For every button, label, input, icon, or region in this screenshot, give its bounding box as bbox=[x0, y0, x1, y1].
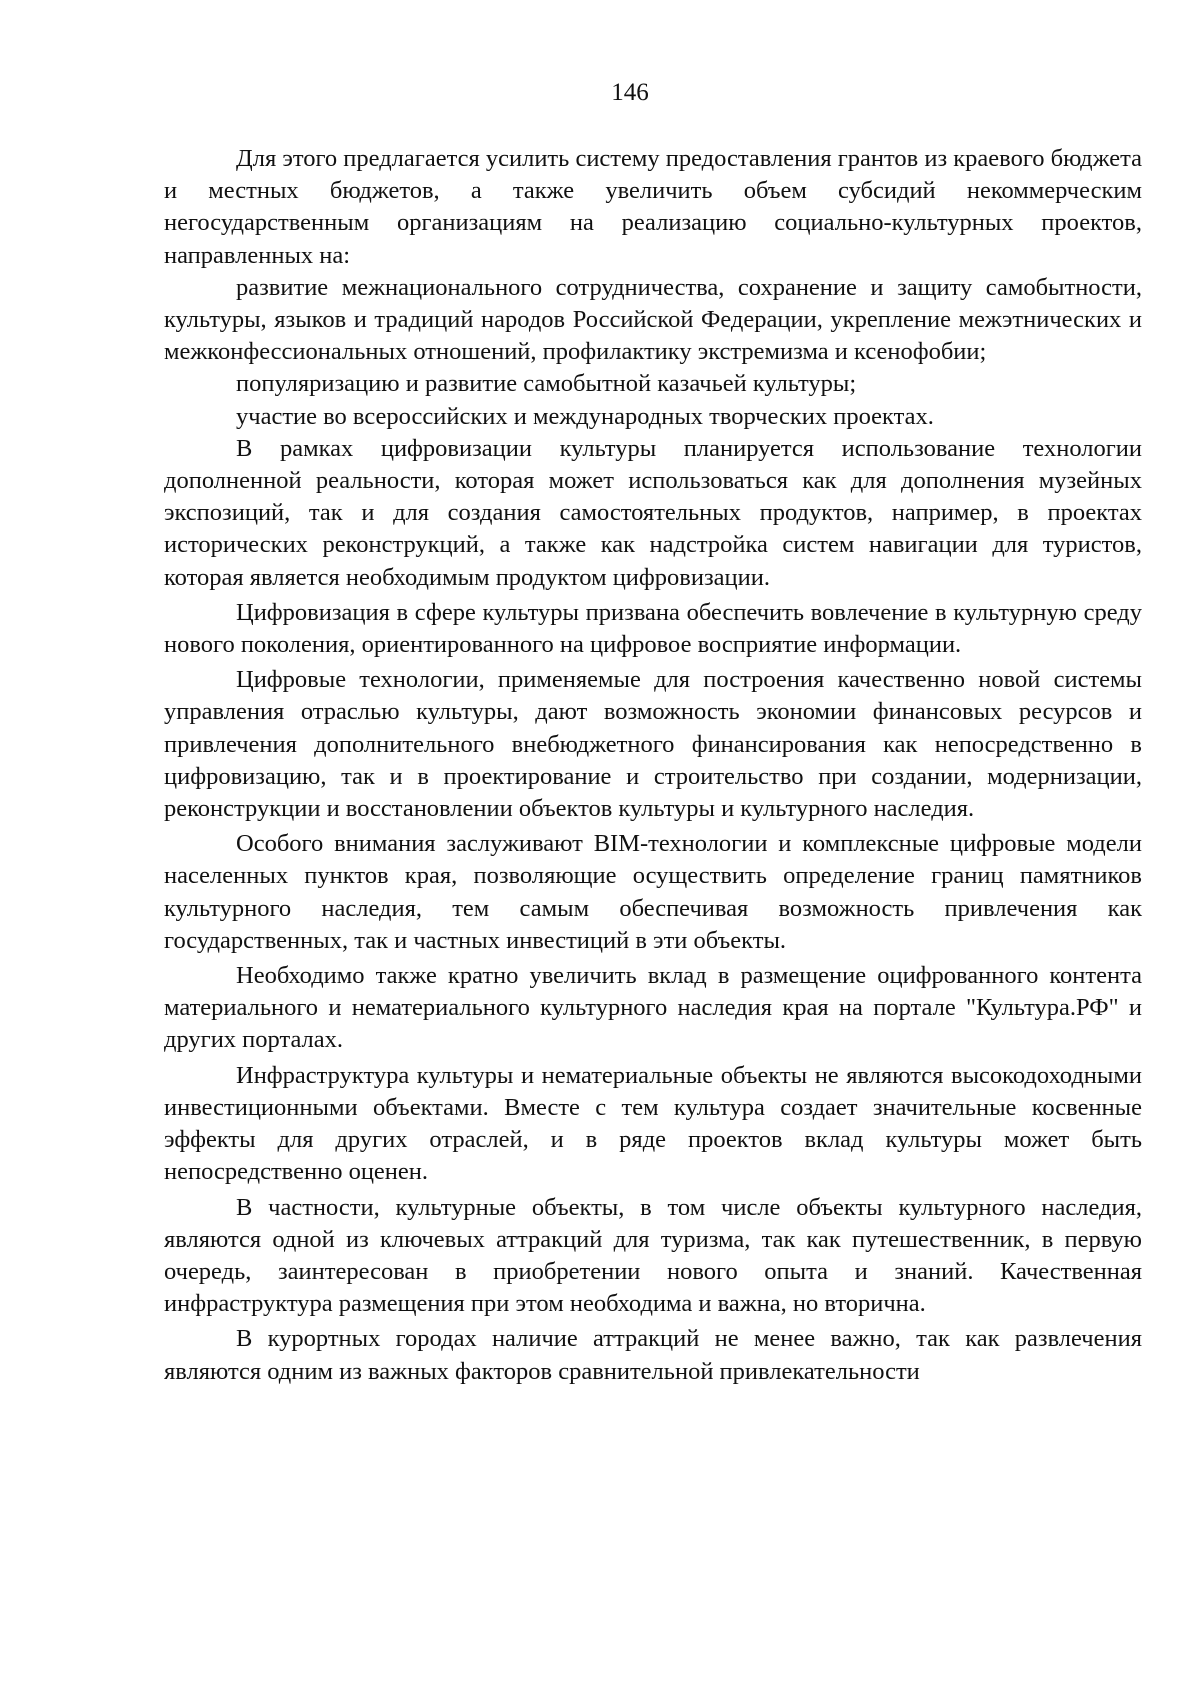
paragraph-tourism-attractions: В частности, культурные объекты, в том числе объекты культурного наследия, являются одной из ключевых аттракций для туризма, так как путешественник, в первую очередь, заинтересован в приобретении нового опыта и знаний. Качественная инфраструктура размещения при этом необходима и важна, но вторична. bbox=[164, 1193, 1142, 1318]
document-body bbox=[164, 143, 1142, 1388]
paragraph-digitalization-generation: Цифровизация в сфере культуры призвана обеспечить вовлечение в культурную среду нового поколения, ориентированного на цифровое восприятие информации. bbox=[164, 598, 1142, 659]
paragraph-bim-technologies: Особого внимания заслуживают BIM-технологии и комплексные цифровые модели населенных пунктов края, позволяющие осуществить определение границ памятников культурного наследия, тем самым обеспечивая возможность привлечения как государственных, так и частных инвестиций в эти объекты. bbox=[164, 830, 1142, 954]
paragraph-kultura-rf: Необходимо также кратно увеличить вклад в размещение оцифрованного контента материального и нематериального культурного наследия края на портале "Культура.РФ" и других порталах. bbox=[164, 962, 1142, 1054]
list-item-interethnic: развитие межнационального сотрудничества, сохранение и защиту самобытности, культуры, языков и традиций народов Российской Федерации, укрепление межэтнических и межконфессиональных отношений, профилактику экстремизма и ксенофобии; bbox=[164, 273, 1142, 366]
list-item-creative-projects: участие во всероссийских и международных творческих проектах. bbox=[236, 402, 934, 430]
paragraph-digital-technologies: Цифровые технологии, применяемые для построения качественно новой системы управления отраслью культуры, дают возможность экономии финансовых ресурсов и привлечения дополнительного внебюджетного финансирования как непосредственно в цифровизацию, так и в проектирование и строительство при создании, модернизации, реконструкции и восстановлении объектов культуры и культурного наследия. bbox=[164, 666, 1142, 823]
paragraph-infrastructure: Инфраструктура культуры и нематериальные объекты не являются высокодоходными инвестиционными объектами. Вместе с тем культура создает значительные косвенные эффекты для других отраслей, и в ряде проектов вклад культуры может быть непосредственно оценен. bbox=[164, 1061, 1142, 1186]
page-number: 146 bbox=[611, 79, 649, 106]
paragraph-resort-cities: В курортных городах наличие аттракций не менее важно, так как развлечения являются одним из важных факторов сравнительной привлекательности bbox=[164, 1325, 1142, 1385]
paragraph-augmented-reality: В рамках цифровизации культуры планируется использование технологии дополненной реальности, которая может использоваться как для дополнения музейных экспозиций, так и для создания самостоятельных продуктов, например, в проектах исторических реконструкций, а также как надстройка систем навигации для туристов, которая является необходимым продуктом цифровизации. bbox=[164, 434, 1142, 591]
list-item-cossack-culture: популяризацию и развитие самобытной казачьей культуры; bbox=[236, 370, 857, 398]
paragraph-grants-intro: Для этого предлагается усилить систему предоставления грантов из краевого бюджета и местных бюджетов, а также увеличить объем субсидий некоммерческим негосударственным организациям на реализацию социально-культурных проектов, направленных на: bbox=[164, 145, 1142, 269]
